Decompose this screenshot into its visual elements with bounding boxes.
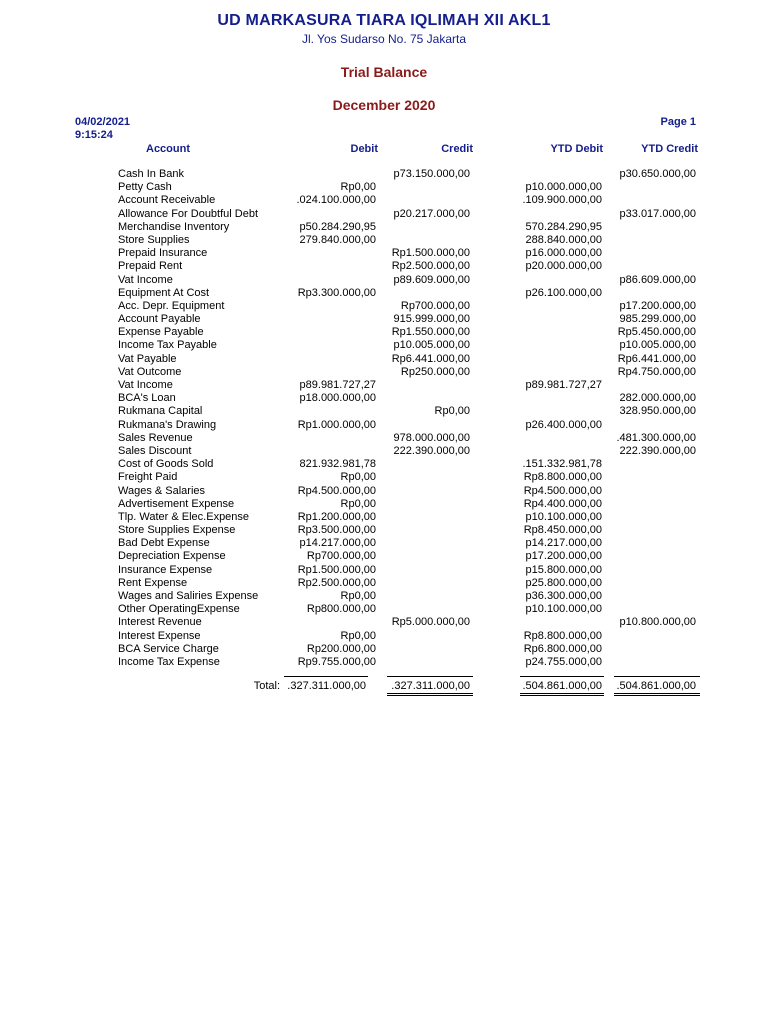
debit-value: 821.932.981,78 — [299, 458, 376, 471]
table-row — [0, 590, 768, 603]
account-name: Vat Outcome — [118, 365, 182, 378]
table-row — [0, 260, 768, 273]
double-rule-ytd-credit-1 — [614, 693, 700, 694]
column-header-debit: Debit — [350, 143, 378, 155]
table-row — [0, 471, 768, 484]
account-name: BCA Service Charge — [118, 642, 219, 655]
table-row — [0, 577, 768, 590]
account-name: Account Receivable — [118, 194, 216, 207]
ytd-debit-value: p17.200.000,00 — [525, 550, 602, 563]
account-name: Rukmana Capital — [118, 405, 203, 418]
ytd-debit-value: p26.100.000,00 — [525, 286, 602, 299]
double-rule-credit-2 — [387, 695, 473, 696]
table-row — [0, 300, 768, 313]
account-name: Interest Expense — [118, 629, 201, 642]
table-row — [0, 392, 768, 405]
table-row — [0, 616, 768, 629]
ytd-debit-value: Rp4.400.000,00 — [523, 497, 602, 510]
table-row — [0, 339, 768, 352]
account-name: Store Supplies — [118, 233, 190, 246]
table-row — [0, 643, 768, 656]
ytd-credit-value: 222.390.000,00 — [619, 444, 696, 457]
table-row — [0, 603, 768, 616]
table-row — [0, 419, 768, 432]
ytd-debit-value: p20.000.000,00 — [525, 260, 602, 273]
ytd-debit-value: p24.755.000,00 — [525, 655, 602, 668]
ytd-credit-value: p33.017.000,00 — [619, 207, 696, 220]
account-name: Rukmana's Drawing — [118, 418, 217, 431]
table-row — [0, 550, 768, 563]
column-header-ytd-debit: YTD Debit — [550, 143, 603, 155]
ytd-credit-value: Rp4.750.000,00 — [617, 365, 696, 378]
debit-value: Rp2.500.000,00 — [297, 576, 376, 589]
double-rule-ytd-credit-2 — [614, 695, 700, 696]
print-time: 9:15:24 — [75, 129, 113, 141]
debit-value: Rp0,00 — [340, 629, 376, 642]
debit-value: Rp1.200.000,00 — [297, 510, 376, 523]
ytd-debit-value: p10.100.000,00 — [525, 603, 602, 616]
debit-value: Rp0,00 — [340, 497, 376, 510]
ytd-credit-value: Rp6.441.000,00 — [617, 352, 696, 365]
total-debit: .327.311.000,00 — [287, 680, 366, 692]
table-row — [0, 274, 768, 287]
debit-value: Rp3.500.000,00 — [297, 524, 376, 537]
total-rule-ytd-credit — [614, 676, 700, 677]
ytd-credit-value: p86.609.000,00 — [619, 273, 696, 286]
table-row — [0, 379, 768, 392]
print-date: 04/02/2021 — [75, 116, 131, 128]
credit-value: Rp2.500.000,00 — [391, 260, 470, 273]
debit-value: Rp0,00 — [340, 471, 376, 484]
total-ytd-credit: .504.861.000,00 — [616, 680, 696, 692]
ytd-debit-value: 288.840.000,00 — [525, 233, 602, 246]
credit-value: Rp700.000,00 — [400, 299, 470, 312]
total-credit: .327.311.000,00 — [391, 680, 470, 692]
debit-value: Rp800.000,00 — [306, 603, 376, 616]
account-name: Allowance For Doubtful Debt — [118, 207, 259, 220]
account-name: Acc. Depr. Equipment — [118, 299, 225, 312]
ytd-debit-value: p36.300.000,00 — [525, 590, 602, 602]
table-row — [0, 353, 768, 366]
ytd-debit-value: p16.000.000,00 — [525, 247, 602, 260]
table-row — [0, 326, 768, 339]
table-row — [0, 445, 768, 458]
account-name: Expense Payable — [118, 326, 204, 339]
column-header-credit: Credit — [441, 143, 473, 155]
page-number: Page 1 — [660, 116, 696, 128]
account-name: Prepaid Rent — [118, 260, 183, 273]
total-rule-ytd-debit — [520, 676, 604, 677]
account-name: Freight Paid — [118, 471, 178, 484]
account-name: Vat Payable — [118, 352, 177, 365]
ytd-debit-value: Rp8.450.000,00 — [523, 524, 602, 537]
ytd-debit-value: p14.217.000,00 — [525, 537, 602, 550]
ytd-debit-value: p10.100.000,00 — [525, 510, 602, 523]
credit-value: Rp250.000,00 — [400, 365, 470, 378]
account-name: Income Tax Payable — [118, 339, 217, 352]
ytd-debit-value: p10.000.000,00 — [525, 181, 602, 194]
credit-value: 915.999.000,00 — [393, 313, 470, 326]
credit-value: p20.217.000,00 — [393, 207, 470, 220]
account-name: Wages and Saliries Expense — [118, 590, 259, 602]
debit-value: Rp1.000.000,00 — [297, 418, 376, 431]
trial-balance-rows — [0, 168, 768, 669]
account-name: Account Payable — [118, 313, 201, 326]
credit-value: Rp0,00 — [434, 405, 470, 418]
ytd-debit-value: Rp8.800.000,00 — [523, 629, 602, 642]
debit-value: Rp3.300.000,00 — [297, 286, 376, 299]
ytd-credit-value: p10.005.000,00 — [619, 339, 696, 352]
table-row — [0, 194, 768, 207]
ytd-credit-value: .481.300.000,00 — [616, 431, 696, 444]
debit-value: 279.840.000,00 — [299, 233, 376, 246]
report-title: Trial Balance — [340, 64, 428, 80]
credit-value: 978.000.000,00 — [393, 431, 470, 444]
double-rule-ytd-debit-2 — [520, 695, 604, 696]
debit-value: Rp4.500.000,00 — [297, 484, 376, 497]
company-name: UD MARKASURA TIARA IQLIMAH XII AKL1 — [217, 12, 551, 29]
column-header-ytd-credit: YTD Credit — [641, 143, 698, 155]
account-name: Depreciation Expense — [118, 550, 226, 563]
table-row — [0, 485, 768, 498]
debit-value: p89.981.727,27 — [299, 379, 376, 391]
debit-value: Rp9.755.000,00 — [297, 655, 376, 668]
ytd-credit-value: p30.650.000,00 — [619, 168, 696, 180]
ytd-credit-value: 985.299.000,00 — [619, 313, 696, 326]
table-row — [0, 247, 768, 260]
account-name: Prepaid Insurance — [118, 247, 208, 260]
debit-value: p50.284.290,95 — [299, 220, 376, 233]
credit-value: p89.609.000,00 — [393, 273, 470, 286]
ytd-credit-value: 282.000.000,00 — [619, 392, 696, 405]
account-name: Vat Income — [118, 379, 173, 391]
table-row — [0, 524, 768, 537]
table-row — [0, 221, 768, 234]
ytd-debit-value: .109.900.000,00 — [522, 194, 602, 207]
account-name: Equipment At Cost — [118, 286, 210, 299]
ytd-debit-value: Rp6.800.000,00 — [523, 642, 602, 655]
account-name: Interest Revenue — [118, 616, 202, 629]
table-row — [0, 168, 768, 181]
account-name: Vat Income — [118, 273, 173, 286]
debit-value: .024.100.000,00 — [296, 194, 376, 207]
account-name: Cash In Bank — [118, 168, 185, 180]
credit-value: p10.005.000,00 — [393, 339, 470, 352]
account-name: Income Tax Expense — [118, 655, 220, 668]
credit-value: 222.390.000,00 — [393, 444, 470, 457]
account-name: Advertisement Expense — [118, 497, 235, 510]
credit-value: p73.150.000,00 — [393, 168, 470, 180]
ytd-debit-value: p26.400.000,00 — [525, 418, 602, 431]
report-period: December 2020 — [332, 97, 436, 113]
table-row — [0, 287, 768, 300]
total-rule-credit — [387, 676, 473, 677]
table-row — [0, 630, 768, 643]
double-rule-credit-1 — [387, 693, 473, 694]
debit-value: p18.000.000,00 — [299, 392, 376, 405]
table-row — [0, 313, 768, 326]
ytd-credit-value: 328.950.000,00 — [619, 405, 696, 418]
account-name: BCA's Loan — [118, 392, 176, 405]
table-row — [0, 432, 768, 445]
totals-label: Total: — [253, 680, 280, 692]
table-row — [0, 208, 768, 221]
ytd-debit-value: 570.284.290,95 — [525, 220, 602, 233]
table-row — [0, 498, 768, 511]
table-row — [0, 458, 768, 471]
double-rule-ytd-debit-1 — [520, 693, 604, 694]
ytd-debit-value: p89.981.727,27 — [525, 379, 602, 391]
debit-value: Rp0,00 — [340, 181, 376, 194]
account-name: Store Supplies Expense — [118, 524, 236, 537]
account-name: Wages & Salaries — [118, 484, 206, 497]
debit-value: Rp1.500.000,00 — [297, 563, 376, 576]
total-ytd-debit: .504.861.000,00 — [522, 680, 602, 692]
account-name: Rent Expense — [118, 576, 188, 589]
company-address: Jl. Yos Sudarso No. 75 Jakarta — [301, 32, 467, 46]
ytd-debit-value: .151.332.981,78 — [522, 458, 602, 471]
credit-value: Rp5.000.000,00 — [391, 616, 470, 629]
account-name: Bad Debt Expense — [118, 537, 210, 550]
ytd-credit-value: Rp5.450.000,00 — [617, 326, 696, 339]
account-name: Insurance Expense — [118, 563, 213, 576]
account-name: Petty Cash — [118, 181, 172, 194]
table-row — [0, 537, 768, 550]
credit-value: Rp1.550.000,00 — [391, 326, 470, 339]
account-name: Merchandise Inventory — [118, 220, 230, 233]
ytd-credit-value: p10.800.000,00 — [619, 616, 696, 629]
credit-value: Rp6.441.000,00 — [391, 352, 470, 365]
ytd-debit-value: p15.800.000,00 — [525, 563, 602, 576]
table-row — [0, 234, 768, 247]
table-row — [0, 181, 768, 194]
table-row — [0, 405, 768, 418]
table-row — [0, 511, 768, 524]
ytd-debit-value: Rp8.800.000,00 — [523, 471, 602, 484]
table-row — [0, 366, 768, 379]
account-name: Tlp. Water & Elec.Expense — [118, 510, 250, 523]
debit-value: p14.217.000,00 — [299, 537, 376, 550]
account-name: Other OperatingExpense — [118, 603, 240, 616]
ytd-debit-value: Rp4.500.000,00 — [523, 484, 602, 497]
ytd-credit-value: p17.200.000,00 — [619, 299, 696, 312]
credit-value: Rp1.500.000,00 — [391, 247, 470, 260]
table-row — [0, 656, 768, 669]
account-name: Sales Revenue — [118, 431, 193, 444]
ytd-debit-value: p25.800.000,00 — [525, 576, 602, 589]
account-name: Cost of Goods Sold — [118, 458, 214, 471]
table-row — [0, 564, 768, 577]
debit-value: Rp0,00 — [340, 590, 376, 602]
debit-value: Rp700.000,00 — [306, 550, 376, 563]
column-header-account: Account — [146, 143, 190, 155]
total-rule-debit — [284, 676, 368, 677]
account-name: Sales Discount — [118, 444, 192, 457]
debit-value: Rp200.000,00 — [306, 642, 376, 655]
